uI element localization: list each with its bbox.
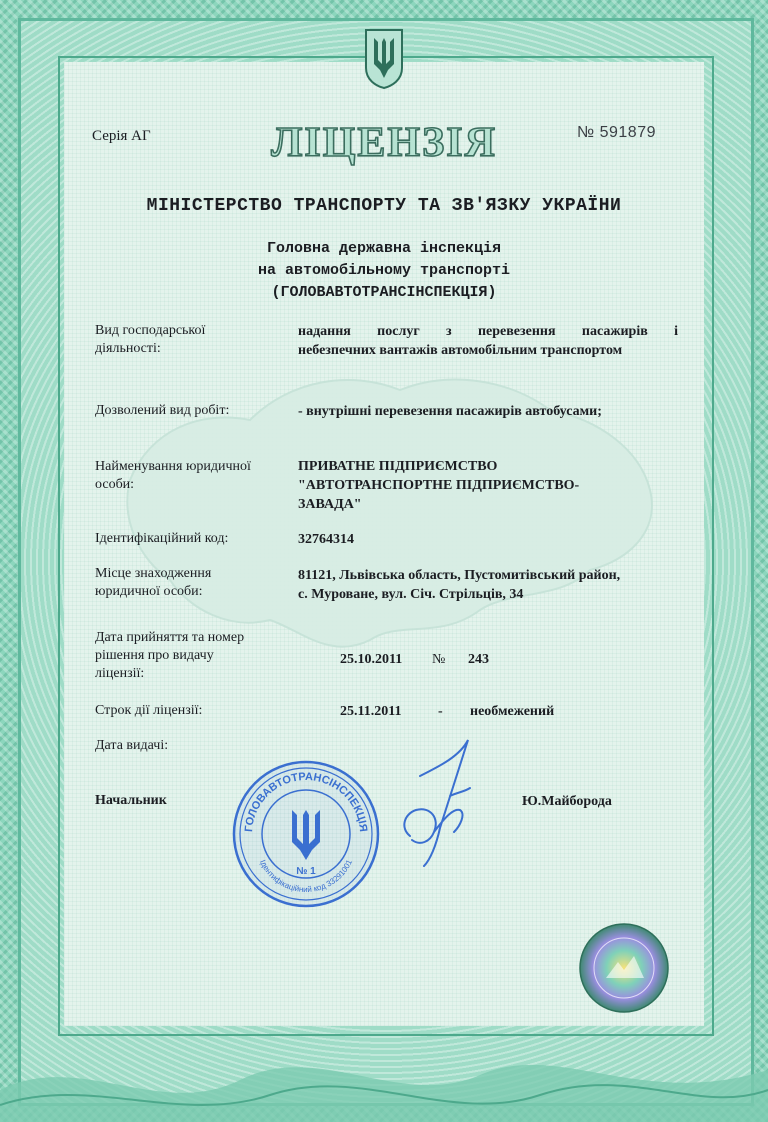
inspection-line-3: (ГОЛОВАВТОТРАНСІНСПЕКЦІЯ): [271, 284, 497, 301]
license-title: [268, 116, 500, 166]
inspection-line-1: Головна державна інспекція: [266, 240, 502, 257]
signatory-name: Ю.Майборода: [522, 794, 612, 809]
entity-value-1: ПРИВАТНЕ ПІДПРИЄМСТВО: [298, 459, 498, 474]
stamp-bottom-text: Ідентифікаційний код 33291001: [258, 858, 354, 895]
code-label: Ідентифікаційний код:: [95, 531, 229, 546]
series-label: Серія АГ: [92, 128, 151, 144]
entity-label-1: Найменування юридичної: [95, 459, 251, 474]
ukraine-map-watermark: [110, 340, 670, 670]
location-value-2: с. Муроване, вул. Січ. Стрільців, 34: [298, 587, 524, 602]
signatory-position: Начальник: [95, 793, 167, 808]
decision-label-3: ліцензії:: [95, 666, 145, 681]
code-value: 32764314: [298, 532, 354, 547]
handwritten-signature: [390, 736, 490, 870]
term-start: 25.11.2011: [340, 704, 402, 719]
decision-label-1: Дата прийняття та номер: [95, 630, 245, 645]
ministry-name: МІНІСТЕРСТВО ТРАНСПОРТУ ТА ЗВ'ЯЗКУ УКРАЇНИ: [146, 196, 622, 216]
activity-value-2: небезпечних вантажів автомобільним транспортом: [298, 343, 623, 358]
location-label-2: юридичної особи:: [95, 584, 203, 599]
coat-of-arms-icon: [362, 28, 406, 90]
term-label: Строк дії ліцензії:: [95, 703, 203, 718]
license-title-text: ЛІЦЕНЗІЯ: [271, 120, 497, 166]
stamp-number: № 1: [296, 866, 316, 877]
decision-number: 243: [468, 652, 489, 667]
inspection-line-2: на автомобільному транспорті: [257, 262, 511, 279]
decision-date: 25.10.2011: [340, 652, 403, 667]
entity-value-2: "АВТОТРАНСПОРТНЕ ПІДПРИЄМСТВО-: [298, 478, 580, 493]
official-stamp: [230, 758, 382, 910]
hologram-seal-icon: [578, 922, 670, 1014]
entity-value-3: ЗАВАДА": [298, 497, 362, 512]
activity-label-1: Вид господарської: [95, 323, 206, 338]
bottom-floral-ornament: [0, 1030, 768, 1122]
work-label: Дозволений вид робіт:: [95, 403, 230, 418]
term-dash: -: [438, 704, 443, 719]
work-value: - внутрішні перевезення пасажирів автобусами;: [298, 404, 602, 419]
decision-label-2: рішення про видачу: [95, 648, 214, 663]
location-label-1: Місце знаходження: [95, 566, 212, 581]
issue-date-label: Дата видачі:: [95, 738, 169, 753]
activity-value-1: надання послуг з перевезення пасажирів і: [298, 324, 678, 339]
location-value-1: 81121, Львівська область, Пустомитівський район,: [298, 568, 621, 583]
decision-number-sign: №: [432, 652, 446, 667]
license-number: № 591879: [577, 124, 656, 141]
term-end: необмежений: [470, 704, 555, 719]
entity-label-2: особи:: [95, 477, 135, 492]
activity-label-2: діяльності:: [95, 341, 161, 356]
stamp-outer-text: ГОЛОВАВТОТРАНСІНСПЕКЦІЯ: [242, 770, 370, 833]
